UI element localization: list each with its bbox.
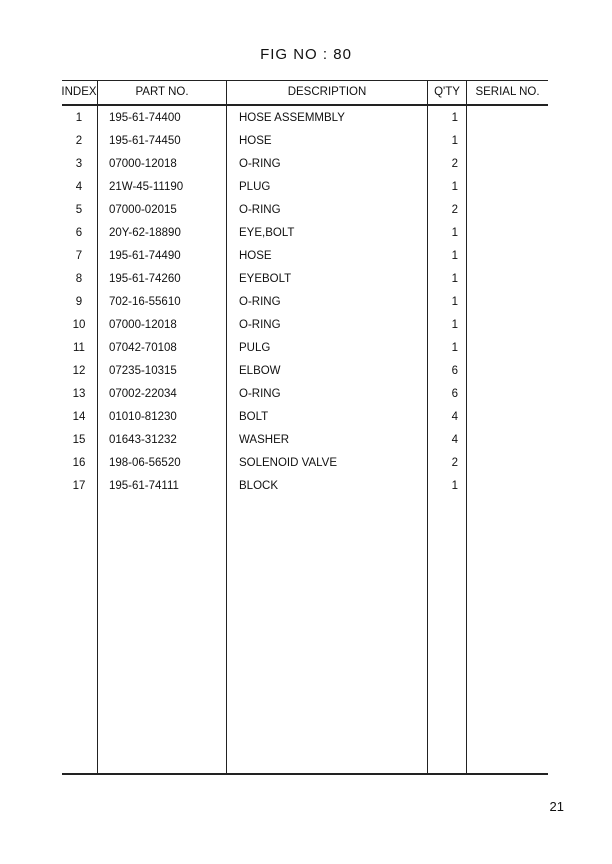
row-description: ELBOW (239, 365, 281, 377)
row-part-no: 07000-12018 (109, 319, 177, 331)
row-qty: 1 (451, 296, 458, 308)
row-part-no: 07042-70108 (109, 342, 177, 354)
row-index: 9 (75, 296, 83, 308)
table-top-rule (62, 80, 548, 81)
table-row (62, 291, 548, 314)
table-row (62, 314, 548, 337)
row-index: 5 (75, 204, 83, 216)
row-qty: 2 (451, 158, 458, 170)
row-part-no: 01010-81230 (109, 411, 177, 423)
row-index: 7 (75, 250, 83, 262)
header-index: INDEX (61, 86, 97, 98)
row-qty: 2 (451, 457, 458, 469)
table-row (62, 222, 548, 245)
table-row (62, 383, 548, 406)
row-index: 11 (73, 342, 85, 354)
header-qty: Q'TY (434, 86, 460, 98)
row-index: 17 (72, 480, 86, 492)
row-description: HOSE (239, 135, 272, 147)
table-row (62, 107, 548, 130)
row-description: O-RING (239, 388, 281, 400)
table-row (62, 475, 548, 498)
row-qty: 1 (451, 319, 458, 331)
row-index: 4 (75, 181, 83, 193)
row-part-no: 195-61-74490 (109, 250, 181, 262)
row-qty: 1 (451, 250, 458, 262)
row-index: 15 (72, 434, 86, 446)
header-description: DESCRIPTION (287, 86, 367, 98)
row-description: WASHER (239, 434, 290, 446)
table-row (62, 429, 548, 452)
header-serial-no: SERIAL NO. (475, 86, 540, 98)
row-description: HOSE (239, 250, 272, 262)
row-index: 6 (75, 227, 83, 239)
row-part-no: 198-06-56520 (109, 457, 181, 469)
header-part-no: PART NO. (135, 86, 189, 98)
row-qty: 1 (451, 227, 458, 239)
row-index: 10 (72, 319, 86, 331)
row-description: BOLT (239, 411, 269, 423)
row-description: SOLENOID VALVE (239, 457, 337, 469)
table-row (62, 153, 548, 176)
table-row (62, 268, 548, 291)
table-row (62, 199, 548, 222)
row-description: O-RING (239, 319, 281, 331)
row-index: 14 (72, 411, 86, 423)
row-part-no: 07000-02015 (109, 204, 177, 216)
row-qty: 4 (451, 411, 458, 423)
table-row (62, 176, 548, 199)
row-qty: 1 (451, 273, 458, 285)
row-part-no: 195-61-74450 (109, 135, 181, 147)
row-part-no: 20Y-62-18890 (109, 227, 181, 239)
row-part-no: 195-61-74111 (109, 480, 179, 492)
row-part-no: 702-16-55610 (109, 296, 181, 308)
table-row (62, 130, 548, 153)
row-index: 3 (75, 158, 83, 170)
row-description: O-RING (239, 204, 281, 216)
row-qty: 1 (451, 342, 458, 354)
row-index: 2 (75, 135, 83, 147)
row-description: PLUG (239, 181, 271, 193)
row-qty: 6 (451, 388, 458, 400)
table-row (62, 245, 548, 268)
row-qty: 1 (451, 112, 458, 124)
row-part-no: 195-61-74260 (109, 273, 181, 285)
row-description: O-RING (239, 158, 281, 170)
row-description: HOSE ASSEMMBLY (239, 112, 345, 124)
table-row (62, 406, 548, 429)
row-index: 16 (72, 457, 86, 469)
row-part-no: 07002-22034 (109, 388, 177, 400)
row-qty: 4 (451, 434, 458, 446)
row-description: EYEBOLT (239, 273, 292, 285)
row-description: O-RING (239, 296, 281, 308)
table-row (62, 452, 548, 475)
table-bottom-rule (62, 773, 548, 775)
row-description: EYE,BOLT (239, 227, 295, 239)
row-part-no: 195-61-74400 (109, 112, 181, 124)
row-qty: 6 (451, 365, 458, 377)
row-qty: 1 (451, 480, 458, 492)
table-header-rule (62, 104, 548, 106)
row-description: BLOCK (239, 480, 278, 492)
row-index: 1 (75, 112, 83, 124)
row-index: 8 (75, 273, 83, 285)
row-qty: 2 (451, 204, 458, 216)
row-part-no: 21W-45-11190 (109, 181, 184, 193)
row-qty: 1 (451, 135, 458, 147)
parts-table (62, 80, 548, 774)
row-description: PULG (239, 342, 271, 354)
row-part-no: 07235-10315 (109, 365, 177, 377)
figure-title: FIG NO : 80 (260, 46, 352, 63)
row-qty: 1 (451, 181, 458, 193)
page-number: 21 (549, 799, 564, 814)
row-part-no: 01643-31232 (109, 434, 177, 446)
table-row (62, 360, 548, 383)
row-index: 12 (72, 365, 86, 377)
row-index: 13 (72, 388, 86, 400)
row-part-no: 07000-12018 (109, 158, 177, 170)
table-row (62, 337, 548, 360)
